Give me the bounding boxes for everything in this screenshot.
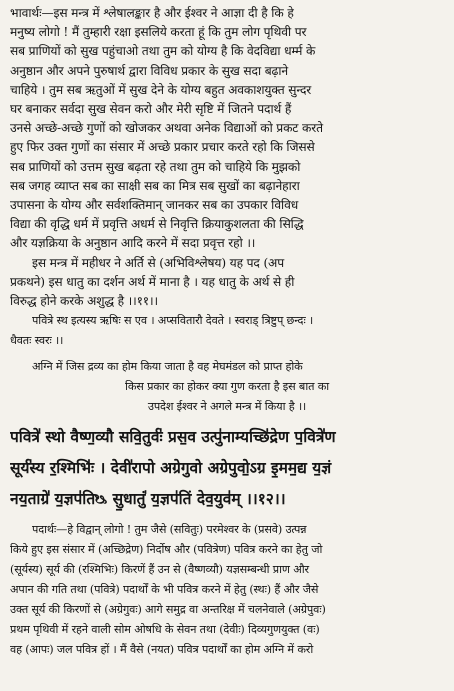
text-line: किये हुए इस संसार में (अच्छिद्रेण) निर्दोष और (पवित्रेण) पवित्र करने का हेतु जो: [10, 543, 323, 557]
mantra-line: सूर्य॑स्य र॒श्मिभिः॑ । देवी॑रापो अग्रेगुवो अग्रेपुवो॒ऽग्र इ॒मम॒द्य य॒ज्ञं: [10, 458, 332, 478]
text-line: किस प्रकार का होकर क्या गुण करता है इस बात का: [124, 380, 330, 394]
text-line: सब प्राणियों को उत्तम सुख बढ़ता रहे तथा तुम को चाहिये कि मुझको: [10, 159, 301, 174]
text-line: वह (आपः) जल पवित्र हों । मैं वैसे (नयत) पवित्र पदार्थों का होम अग्नि में करो: [10, 643, 314, 657]
text-line: अग्नि में जिस द्रव्य का होम किया जाता है वह मेघमंडल को प्राप्त होके: [32, 360, 303, 374]
text-line: उपासना के योग्य और सर्वशक्तिमान् जानकर सब का उपकार विविध: [10, 198, 299, 213]
text-line: भावार्थः—इस मन्त्र में श्लेषालङ्कार है और ईश्वर ने आज्ञा दी है कि हे: [10, 6, 294, 20]
text-line: (सूर्यस्य) सूर्य की (रश्मिभिः) किरणें हैं उन से (वैष्णव्यौ) यज्ञसम्बन्धी प्राण और: [10, 563, 309, 577]
text-line: मनुष्य लोगो ! मैं तुम्हारी रक्षा इसलिये करता हूं कि तुम लोग पृथिवी पर: [10, 25, 307, 40]
text-line: विरुद्ध होने करके अशुद्ध है ।।११।।: [10, 294, 158, 309]
text-line: प्रकथने) इस धातु का दर्शन अर्थ में माना है । यह धातु के अर्थ से ही: [10, 274, 295, 289]
text-line: उनसे अच्छे-अच्छे गुणों को खोजकर अथवा अनेक विद्याओं को प्रकट करते: [10, 121, 323, 136]
text-line: इस मन्त्र में महीधर ने अर्ति से (अभिविश्लेषय) यह पद (अप: [32, 255, 284, 270]
text-line: सब जगह व्याप्त सब का साक्षी सब का मित्र सब सुखों का बढ़ानेहारा: [10, 178, 300, 193]
mantra-line: नय॒ताग्रे॑ य॒ज्ञप॑तिᳬ सु॒धातुं॑ य॒ज्ञप॑तिं देव॒युव॑म् ।।१२।।: [10, 489, 286, 509]
text-line: घर बनाकर सर्वदा सुख सेवन करो और मेरी सृष्टि में जितने पदार्थ हैं: [10, 102, 292, 117]
text-line: प्रथम पृथिवी में रहने वाली सोम ओषधि के सेवन तथा (देवीः) दिव्यगुणयुक्त (वः): [10, 623, 320, 637]
text-line: और यज्ञक्रिया के अनुष्ठान आदि करने में सदा प्रवृत्त रहो ।।: [10, 236, 256, 251]
text-line: विद्या की वृद्धि धर्म में प्रवृत्ति अधर्म से निवृत्ति क्रियाकुशलता की सिद्धि: [10, 217, 304, 232]
mantra-verse: [10, 421, 444, 514]
mahidhar-note: [10, 254, 444, 312]
padartha-paragraph: [10, 520, 444, 660]
text-line: चाहिये । तुम सब ऋतुओं में सुख देने के योग्य बहुत अवकाशयुक्त सुन्दर: [10, 82, 312, 97]
text-line: अनुष्ठान और अपने पुरुषार्थ द्वारा विविध प्रकार के सुख सदा बढ़ाने: [10, 63, 288, 78]
svara-line: धैवतः स्वरः ।।: [10, 334, 64, 348]
rishi-line: पवित्रे स्थ इत्यस्य ऋषिः स एव । अप्सवितारौ देवते । स्वराड् त्रिष्टुप् छन्दः ।: [32, 314, 314, 328]
mantra-line: पवित्रे॑ स्थो वैष्ण॒व्यौ सवि॒तुर्वः॑ प्रस॒व उत्पु॑नाम्यच्छि॑द्रेण प॒वित्रे॑ण: [10, 427, 336, 447]
text-line: सब प्राणियों को सुख पहुंचाओ तथा तुम को योग्य है कि वेदविद्या धर्म्म के: [10, 44, 316, 59]
text-line: हुए फिर उक्त गुणों का संसार में अच्छे प्रकार प्रचार करते रहो कि जिससे: [10, 140, 315, 155]
text-line: उपदेश ईश्वर ने अगले मन्त्र में किया है ।।: [147, 400, 307, 414]
mantra-intro: [10, 357, 444, 417]
text-line: अपान की गति तथा (पवित्रे) पदार्थों के भी पवित्र करने में हेतु (स्थः) हैं और जैसे: [10, 583, 319, 597]
bhavartha-paragraph: [10, 4, 444, 254]
text-line: पदार्थः—हे विद्वान् लोगो ! तुम जैसे (सवितुः) परमेश्वर के (प्रसवे) उत्पन्न: [32, 523, 307, 537]
text-line: उक्त सूर्य की किरणों से (अग्रेगुवः) आगे समुद्र वा अन्तरिक्ष में चलनेवाले (अग्रेपुवः): [10, 603, 326, 617]
rishi-devata-block: [10, 311, 444, 351]
